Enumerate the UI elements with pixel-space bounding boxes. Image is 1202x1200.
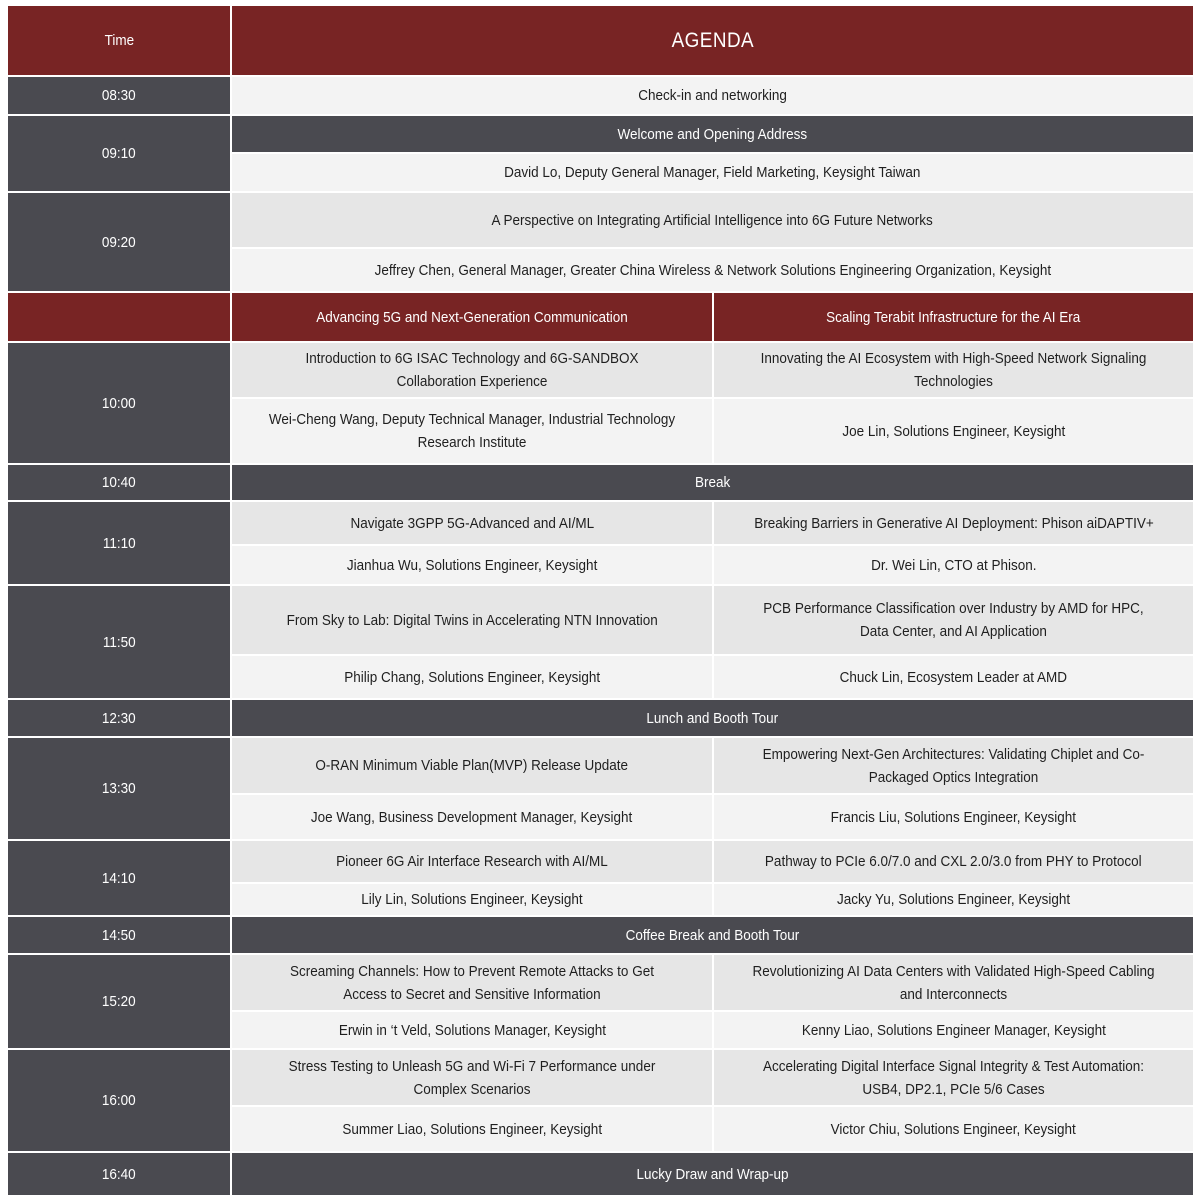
left-session-speaker: Jianhua Wu, Solutions Engineer, Keysight — [232, 546, 712, 584]
left-session-title: Stress Testing to Unleash 5G and Wi-Fi 7 Performance under Complex Scenarios — [232, 1050, 712, 1105]
time-cell: 11:10 — [8, 502, 230, 584]
time-cell: 16:00 — [8, 1050, 230, 1151]
left-session-title: Introduction to 6G ISAC Technology and 6G-SANDBOX Collaboration Experience — [232, 343, 712, 397]
right-session-title: PCB Performance Classification over Industry by AMD for HPC, Data Center, and AI Application — [714, 586, 1193, 654]
right-session-speaker: Dr. Wei Lin, CTO at Phison. — [714, 546, 1193, 584]
time-cell: 16:40 — [8, 1153, 230, 1195]
time-cell: 08:30 — [8, 77, 230, 114]
time-cell: 09:10 — [8, 116, 230, 191]
session-speaker: Jeffrey Chen, General Manager, Greater China Wireless & Network Solutions Engineering Organization, Keysight — [232, 249, 1193, 291]
time-column-header: Time — [8, 6, 230, 75]
right-session-speaker: Jacky Yu, Solutions Engineer, Keysight — [714, 884, 1193, 915]
left-session-title: Pioneer 6G Air Interface Research with AI/ML — [232, 841, 712, 882]
time-cell: 13:30 — [8, 738, 230, 839]
session-title: Welcome and Opening Address — [232, 116, 1193, 152]
left-session-title: From Sky to Lab: Digital Twins in Accelerating NTN Innovation — [232, 586, 712, 654]
track-right-header: Scaling Terabit Infrastructure for the AI Era — [714, 293, 1193, 341]
left-session-title: Screaming Channels: How to Prevent Remote Attacks to Get Access to Secret and Sensitive Information — [232, 955, 712, 1010]
session-title: Check-in and networking — [232, 77, 1193, 114]
break-title: Lucky Draw and Wrap-up — [232, 1153, 1193, 1195]
agenda-header: AGENDA — [232, 6, 1193, 75]
right-session-title: Breaking Barriers in Generative AI Deployment: Phison aiDAPTIV+ — [714, 502, 1193, 544]
right-session-title: Accelerating Digital Interface Signal Integrity & Test Automation: USB4, DP2.1, PCIe 5/6 Cases — [714, 1050, 1193, 1105]
break-title: Coffee Break and Booth Tour — [232, 917, 1193, 953]
left-session-speaker: Summer Liao, Solutions Engineer, Keysight — [232, 1107, 712, 1151]
left-session-speaker: Erwin in ‘t Veld, Solutions Manager, Keysight — [232, 1012, 712, 1048]
session-title: A Perspective on Integrating Artificial Intelligence into 6G Future Networks — [232, 193, 1193, 247]
time-cell: 14:50 — [8, 917, 230, 953]
left-session-speaker: Joe Wang, Business Development Manager, Keysight — [232, 795, 712, 839]
right-session-speaker: Victor Chiu, Solutions Engineer, Keysight — [714, 1107, 1193, 1151]
right-session-title: Innovating the AI Ecosystem with High-Speed Network Signaling Technologies — [714, 343, 1193, 397]
right-session-title: Pathway to PCIe 6.0/7.0 and CXL 2.0/3.0 from PHY to Protocol — [714, 841, 1193, 882]
track-header-spacer — [8, 293, 230, 341]
right-session-title: Empowering Next-Gen Architectures: Validating Chiplet and Co-Packaged Optics Integration — [714, 738, 1193, 793]
time-cell: 11:50 — [8, 586, 230, 698]
right-session-speaker: Kenny Liao, Solutions Engineer Manager, Keysight — [714, 1012, 1193, 1048]
time-cell: 10:00 — [8, 343, 230, 463]
left-session-speaker: Philip Chang, Solutions Engineer, Keysight — [232, 656, 712, 698]
break-title: Lunch and Booth Tour — [232, 700, 1193, 736]
time-cell: 15:20 — [8, 955, 230, 1048]
time-cell: 09:20 — [8, 193, 230, 291]
right-session-speaker: Joe Lin, Solutions Engineer, Keysight — [714, 399, 1193, 463]
break-title: Break — [232, 465, 1193, 500]
right-session-title: Revolutionizing AI Data Centers with Validated High-Speed Cabling and Interconnects — [714, 955, 1193, 1010]
time-cell: 12:30 — [8, 700, 230, 736]
time-cell: 14:10 — [8, 841, 230, 915]
session-speaker: David Lo, Deputy General Manager, Field Marketing, Keysight Taiwan — [232, 154, 1193, 191]
track-left-header: Advancing 5G and Next-Generation Communication — [232, 293, 712, 341]
time-cell: 10:40 — [8, 465, 230, 500]
left-session-speaker: Lily Lin, Solutions Engineer, Keysight — [232, 884, 712, 915]
left-session-title: O-RAN Minimum Viable Plan(MVP) Release Update — [232, 738, 712, 793]
right-session-speaker: Chuck Lin, Ecosystem Leader at AMD — [714, 656, 1193, 698]
left-session-speaker: Wei-Cheng Wang, Deputy Technical Manager, Industrial Technology Research Institute — [232, 399, 712, 463]
right-session-speaker: Francis Liu, Solutions Engineer, Keysight — [714, 795, 1193, 839]
left-session-title: Navigate 3GPP 5G-Advanced and AI/ML — [232, 502, 712, 544]
